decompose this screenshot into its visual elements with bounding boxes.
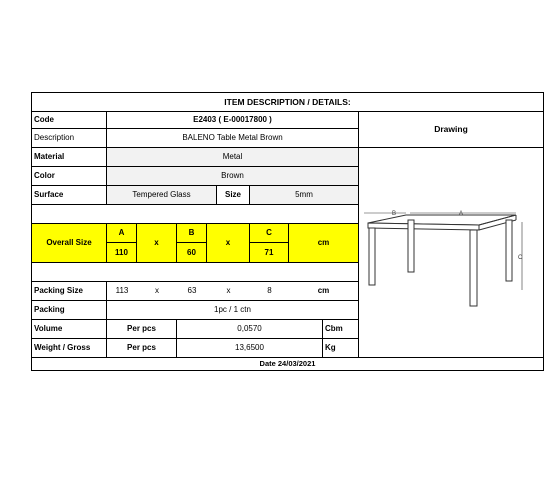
code-value: E2403 ( E-00017800 ) [107, 112, 359, 129]
weight-label: Weight / Gross [32, 339, 107, 358]
packing-size-x2: x [207, 282, 250, 301]
dimension-c-label: C [518, 255, 523, 261]
volume-label: Volume [32, 320, 107, 339]
color-label: Color [32, 167, 107, 186]
overall-size-unit: cm [289, 224, 359, 263]
material-value: Metal [107, 148, 359, 167]
overall-size-x1: x [137, 224, 177, 263]
overall-size-b-value: 60 [177, 243, 207, 263]
overall-size-b-label: B [177, 224, 207, 243]
size-label: Size [217, 186, 250, 205]
sheet-date: Date 24/03/2021 [259, 359, 316, 369]
volume-per: Per pcs [107, 320, 177, 339]
surface-label: Surface [32, 186, 107, 205]
overall-size-c-label: C [250, 224, 289, 243]
dimension-a-label: A [459, 211, 464, 217]
weight-value: 13,6500 [177, 339, 323, 358]
overall-size-c-value: 71 [250, 243, 289, 263]
packing-size-b: 63 [177, 282, 207, 301]
packing-value: 1pc / 1 ctn [107, 301, 359, 320]
size-value: 5mm [250, 186, 359, 205]
packing-size-a: 113 [107, 282, 137, 301]
description-label: Description [32, 129, 107, 148]
packing-size-unit: cm [289, 282, 359, 301]
dimension-b-label: B [392, 211, 397, 217]
weight-unit: Kg [323, 339, 359, 358]
overall-size-x2: x [207, 224, 250, 263]
material-label: Material [32, 148, 107, 167]
surface-value: Tempered Glass [107, 186, 217, 205]
overall-size-label: Overall Size [32, 224, 107, 263]
color-value: Brown [107, 167, 359, 186]
packing-size-x1: x [137, 282, 177, 301]
packing-label: Packing [32, 301, 107, 320]
spacer-row [32, 205, 359, 224]
spacer-row-2 [32, 263, 359, 282]
packing-size-c: 8 [250, 282, 289, 301]
code-label: Code [32, 112, 107, 129]
overall-size-a-label: A [107, 224, 137, 243]
description-value: BALENO Table Metal Brown [107, 129, 359, 148]
drawing-label: Drawing [359, 112, 543, 148]
overall-size-a-value: 110 [107, 243, 137, 263]
sheet-title: ITEM DESCRIPTION / DETAILS: [32, 93, 543, 112]
table-drawing [362, 195, 532, 325]
volume-unit: Cbm [323, 320, 359, 339]
packing-size-label: Packing Size [32, 282, 107, 301]
weight-per: Per pcs [107, 339, 177, 358]
volume-value: 0,0570 [177, 320, 323, 339]
